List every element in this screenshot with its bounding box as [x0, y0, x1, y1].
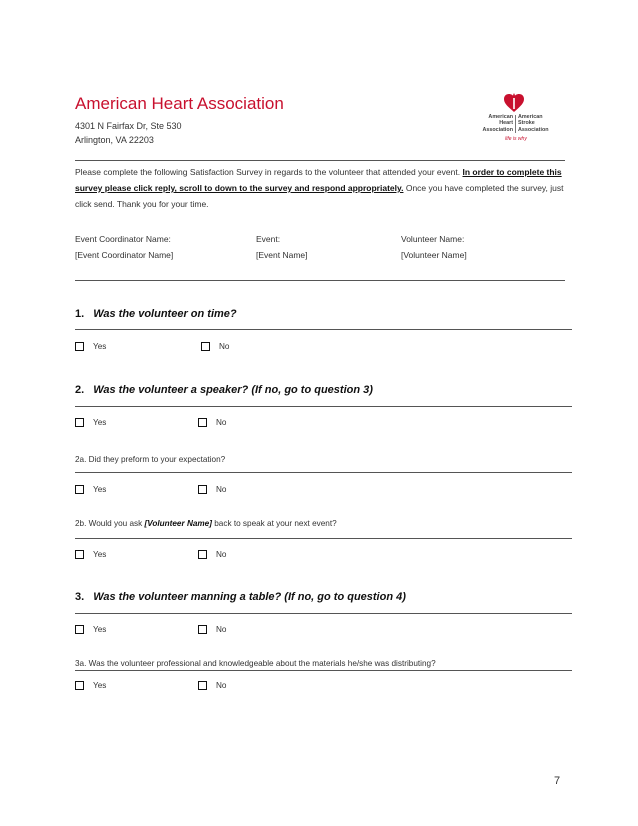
checkbox-icon[interactable] — [198, 681, 207, 690]
option-label: Yes — [93, 625, 107, 634]
logo-right-line: Stroke — [518, 120, 535, 127]
checkbox-icon[interactable] — [75, 681, 84, 690]
volunteer-value: [Volunteer Name] — [401, 250, 467, 260]
organization-name: American Heart Association — [75, 94, 284, 113]
question-3a-divider — [75, 670, 572, 671]
question-3 — [75, 591, 406, 603]
coordinator-value: [Event Coordinator Name] — [75, 250, 174, 260]
info-divider — [75, 280, 565, 281]
option-label: No — [216, 681, 227, 690]
question-2b — [75, 519, 337, 528]
question-2b-prefix: 2b. Would you ask — [75, 519, 145, 528]
option-label: Yes — [93, 342, 107, 351]
question-2b-divider — [75, 538, 572, 539]
q2-no-option[interactable] — [198, 418, 226, 427]
checkbox-icon[interactable] — [198, 625, 207, 634]
header-divider — [75, 160, 565, 161]
question-2-divider — [75, 406, 572, 407]
question-number: 1. — [75, 308, 85, 320]
q1-no-option[interactable] — [201, 342, 229, 351]
question-1 — [75, 308, 237, 320]
aha-asa-logo — [474, 92, 558, 150]
logo-divider — [515, 115, 516, 133]
coordinator-label: Event Coordinator Name: — [75, 234, 171, 244]
volunteer-label: Volunteer Name: — [401, 234, 465, 244]
question-text: Was the volunteer a speaker? (If no, go to question 3) — [93, 384, 373, 396]
q2a-yes-option[interactable] — [75, 485, 106, 494]
q1-yes-option[interactable] — [75, 342, 106, 351]
event-label: Event: — [256, 234, 281, 244]
option-label: No — [216, 418, 227, 427]
intro-closing: Once you have completed the survey, just click send. Thank you for your time. — [75, 183, 564, 209]
option-label: No — [216, 550, 227, 559]
checkbox-icon[interactable] — [198, 485, 207, 494]
logo-tagline: life is why — [505, 136, 527, 142]
question-2 — [75, 384, 373, 396]
option-label: Yes — [93, 418, 107, 427]
question-2b-suffix: back to speak at your next event? — [211, 519, 337, 528]
q3a-no-option[interactable] — [198, 681, 226, 690]
q2b-yes-option[interactable] — [75, 550, 106, 559]
logo-right-line: American — [518, 114, 543, 120]
q2-yes-option[interactable] — [75, 418, 106, 427]
checkbox-icon[interactable] — [75, 485, 84, 494]
question-2a: 2a. Did they preform to your expectation? — [75, 455, 226, 464]
option-label: No — [216, 625, 227, 634]
checkbox-icon[interactable] — [201, 342, 210, 351]
volunteer-name-placeholder: [Volunteer Name] — [144, 519, 212, 528]
question-number: 3. — [75, 591, 85, 603]
option-label: Yes — [93, 485, 107, 494]
question-text: Was the volunteer manning a table? (If no, go to question 4) — [93, 591, 406, 603]
page-number: 7 — [554, 775, 561, 787]
checkbox-icon[interactable] — [75, 418, 84, 427]
address-line-2: Arlington, VA 22203 — [75, 135, 154, 145]
question-text: Was the volunteer on time? — [93, 308, 237, 320]
q2b-no-option[interactable] — [198, 550, 226, 559]
event-value: [Event Name] — [256, 250, 308, 260]
q2a-no-option[interactable] — [198, 485, 226, 494]
question-3-divider — [75, 613, 572, 614]
q3-yes-option[interactable] — [75, 625, 106, 634]
question-number: 2. — [75, 384, 85, 396]
checkbox-icon[interactable] — [75, 550, 84, 559]
intro-text: Please complete the following Satisfaction Survey in regards to the volunteer that attended your event. — [75, 167, 461, 177]
q3a-yes-option[interactable] — [75, 681, 106, 690]
option-label: Yes — [93, 681, 107, 690]
question-3a: 3a. Was the volunteer professional and knowledgeable about the materials he/she was distributing? — [75, 659, 436, 668]
address-line-1: 4301 N Fairfax Dr, Ste 530 — [75, 121, 182, 131]
q3-no-option[interactable] — [198, 625, 226, 634]
logo-right-line: Association — [518, 126, 549, 133]
checkbox-icon[interactable] — [198, 550, 207, 559]
checkbox-icon[interactable] — [75, 625, 84, 634]
logo-left-line: Association — [482, 126, 513, 133]
question-2a-divider — [75, 472, 572, 473]
intro-paragraph — [75, 164, 565, 212]
question-1-divider — [75, 329, 572, 330]
intro-instructions: In order to complete this survey please click reply, scroll to down to the survey and respond appropriately. — [75, 167, 562, 193]
heart-torch-icon — [503, 92, 525, 114]
logo-left-line: American — [488, 114, 513, 120]
option-label: No — [219, 342, 230, 351]
option-label: No — [216, 485, 227, 494]
option-label: Yes — [93, 550, 107, 559]
checkbox-icon[interactable] — [198, 418, 207, 427]
checkbox-icon[interactable] — [75, 342, 84, 351]
logo-left-line: Heart — [499, 120, 513, 127]
